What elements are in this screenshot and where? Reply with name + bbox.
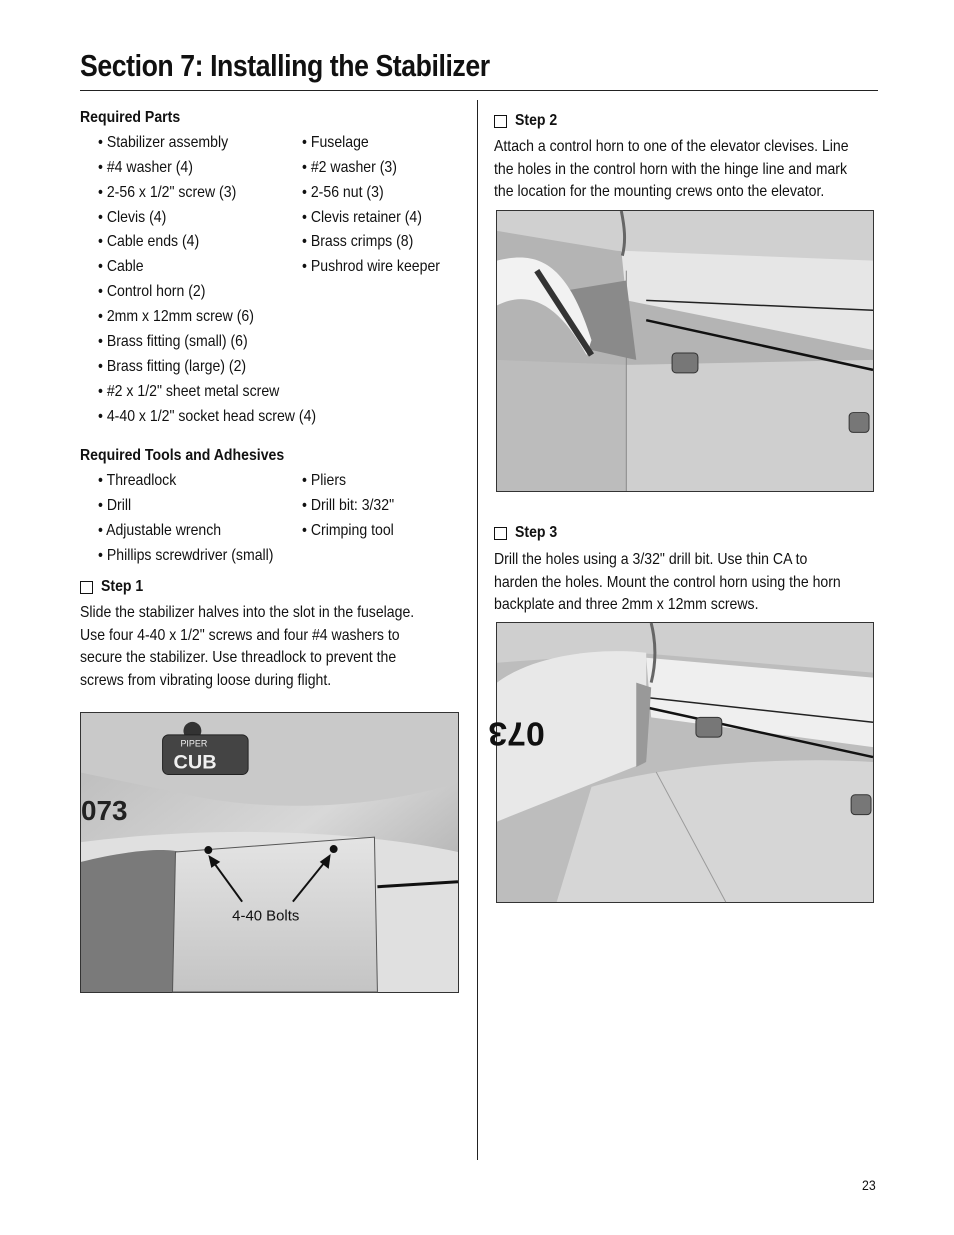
list-item: • Cable — [98, 258, 144, 275]
step-1-heading — [80, 576, 460, 598]
page-number: 23 — [862, 1177, 876, 1193]
step-3-text — [494, 549, 874, 617]
list-item: • Stabilizer assembly — [98, 134, 229, 151]
required-tools-heading: Required Tools and Adhesives — [80, 447, 285, 464]
required-tools-list — [80, 468, 460, 564]
list-item: • Brass crimps (8) — [302, 233, 414, 250]
logo-main-text: CUB — [173, 751, 217, 774]
step-3-block — [494, 522, 876, 617]
list-item: • Phillips screwdriver (small) — [98, 547, 274, 564]
step-1-label: Step 1 — [101, 578, 144, 595]
step-1-photo-label: 4-40 Bolts — [232, 908, 300, 925]
list-item: • 2-56 nut (3) — [302, 184, 384, 201]
list-item: • Adjustable wrench — [98, 522, 222, 539]
list-item: • Brass fitting (large) (2) — [98, 358, 247, 375]
required-parts-heading: Required Parts — [80, 109, 181, 126]
list-item: • Control horn (2) — [98, 283, 206, 300]
step-3-checkbox[interactable] — [494, 527, 507, 540]
list-item: • Cable ends (4) — [98, 233, 200, 250]
list-item: • Threadlock — [98, 472, 177, 489]
list-item: • Fuselage — [302, 134, 369, 151]
list-item: • 2mm x 12mm screw (6) — [98, 308, 254, 325]
step-1-line: screws from vibrating loose during flight. — [80, 671, 332, 689]
list-item: • Pliers — [302, 472, 347, 489]
list-item: • Pushrod wire keeper — [302, 258, 440, 275]
step-2-checkbox[interactable] — [494, 115, 507, 128]
step-3-photo — [488, 622, 874, 903]
step-1-line: Use four 4-40 x 1/2" screws and four #4 washers to — [80, 626, 400, 644]
page-title: Section 7: Installing the Stabilizer — [80, 48, 490, 83]
step-1-photo — [80, 712, 459, 993]
step-3-line: Drill the holes using a 3/32" drill bit. Use thin CA to — [494, 551, 808, 568]
step-1-photo-registration: 073 — [81, 795, 128, 827]
left-column — [80, 106, 460, 692]
step-3-heading — [494, 522, 876, 544]
list-item: • #2 x 1/2" sheet metal screw — [98, 383, 280, 400]
list-item: • 4-40 x 1/2" socket head screw (4) — [98, 408, 317, 425]
list-item: • #4 washer (4) — [98, 159, 193, 176]
step-1-text — [80, 602, 460, 692]
required-parts-list — [80, 130, 460, 430]
list-item: • Clevis (4) — [98, 209, 167, 226]
step-1-line: secure the stabilizer. Use threadlock to prevent the — [80, 649, 397, 666]
step-2-heading — [494, 110, 876, 132]
step-1-line: Slide the stabilizer halves into the slot in the fuselage. — [80, 604, 415, 621]
step-3-line: backplate and three 2mm x 12mm screws. — [494, 596, 759, 613]
list-item: • Brass fitting (small) (6) — [98, 333, 248, 350]
step-2-text — [494, 136, 874, 204]
title-rule — [80, 90, 878, 91]
step-2-label: Step 2 — [515, 112, 558, 129]
step-2-line: the holes in the control horn with the hinge line and mark — [494, 160, 848, 178]
step-3-line: harden the holes. Mount the control horn using the horn — [494, 573, 841, 591]
step-2-line: Attach a control horn to one of the elevator clevises. Line — [494, 138, 849, 155]
step-2-line: the location for the mounting crews onto the elevator. — [494, 183, 825, 200]
list-item: • Crimping tool — [302, 522, 394, 539]
step-3-label: Step 3 — [515, 524, 558, 541]
list-item: • Drill bit: 3/32" — [302, 497, 395, 514]
right-column — [494, 110, 876, 204]
step-1-checkbox[interactable] — [80, 581, 93, 594]
list-item: • Drill — [98, 497, 132, 514]
list-item: • #2 washer (3) — [302, 159, 397, 176]
list-item: • 2-56 x 1/2" screw (3) — [98, 184, 237, 201]
list-item: • Clevis retainer (4) — [302, 209, 422, 226]
step-2-photo — [496, 210, 874, 492]
logo-top-text: PIPER — [180, 738, 208, 749]
column-divider — [477, 100, 478, 1160]
step-3-photo-registration: 073 — [488, 714, 545, 753]
